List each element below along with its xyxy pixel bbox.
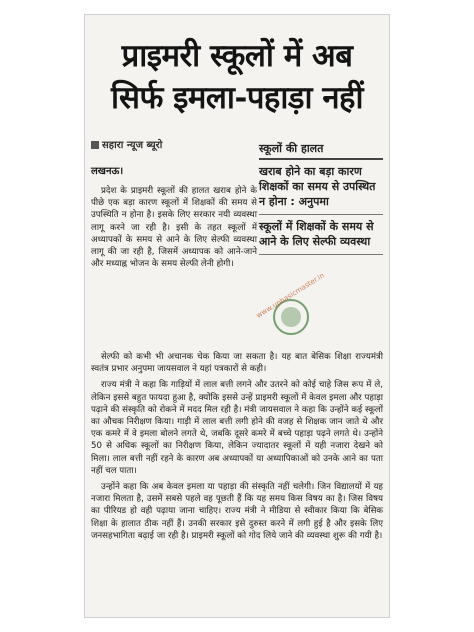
sidebar-item: खराब होने का बड़ा कारण शिक्षकों का समय से उपस्थित न होना : अनुपमा bbox=[259, 160, 383, 215]
headline-line-1: प्राइमरी स्कूलों में अब bbox=[121, 38, 353, 74]
paragraph: राज्य मंत्री ने कहा कि गाड़ियों में लाल बत्ती लगने और उतरने को कोई चाहे जिस रूप में ले, लेकिन इससे बहुत फायदा हुआ है, क्योंकि इससे उन्हें प्राइमरी स्कूलों में केवल इमला और पहाड़ा पढ़ाने की संस्कृति को रोकने में मदद मिल रही है। मंत्री जायसवाल ने कहा कि उन्होंने कई स्कूलों का औचक निरीक्षण किया। गाड़ी में लाल बत्ती लगी होने की वजह से शिक्षक जान जाते थे और एक कमरे में वे इमला बोलने लगते थे, जबकि दूसरे कमरे में बच्चे पहाड़ा पढ़ने लगते थे। उन्होंने 50 से अधिक स्कूलों का निरीक्षण किया, लेकिन ज्यादातर स्कूलों में यही नजारा देखने को मिला। लाल बत्ती नहीं रहने के कारण अब अध्यापकों या अध्यापिकाओं को उनके आने का पता नहीं चल पाता। bbox=[91, 380, 383, 476]
dateline: लखनऊ। bbox=[91, 166, 124, 177]
paragraph: सेल्फी को कभी भी अचानक चेक किया जा सकता है। यह बात बेसिक शिक्षा राज्यमंत्री स्वतंत्र प्रभार अनुपमा जायसवाल ने यहां पत्रकारों से कही। bbox=[91, 352, 383, 375]
paragraph: उन्होंने कहा कि अब केवल इमला या पहाड़ा की संस्कृति नहीं चलेगी। जिन विद्यालयों में यह नजारा मिलता है, उसमें सबसे पहले वह पूछती हैं कि यह समय किस विषय का है। जिस विषय का पीरियड हो वही पढ़ाया जाना चाहिए। राज्य मंत्री ने मीडिया से स्वीकार किया कि बेसिक शिक्षा के हालात ठीक नहीं हैं। उनकी सरकार इसे दुरुस्त करने में लगी हुई है और इसके लिए जनसहभागिता बढ़ाई जा रही है। प्राइमरी स्कूलों को गोद लिये जाने की व्यवस्था शुरू की गयी है। bbox=[91, 482, 383, 541]
left-column-text bbox=[91, 185, 257, 273]
sidebar-title: स्कूलों की हालत bbox=[259, 141, 383, 160]
body-text bbox=[91, 351, 383, 546]
newspaper-clipping bbox=[84, 14, 390, 618]
byline-text: सहारा न्यूज ब्यूरो bbox=[102, 140, 163, 151]
headline-line-2: सिर्फ इमला-पहाड़ा नहीं bbox=[110, 80, 364, 116]
sidebar-box bbox=[259, 141, 383, 255]
sidebar-item: स्कूलों में शिक्षकों के समय से आने के लिए सेल्फी व्यवस्था bbox=[259, 215, 383, 255]
watermark: www.upbasicmaster.in bbox=[255, 271, 326, 320]
byline bbox=[91, 137, 162, 151]
byline-square-icon bbox=[91, 141, 99, 149]
paragraph: प्रदेश के प्राइमरी स्कूलों की हालत खराब होने के पीछे एक बड़ा कारण स्कूलों में शिक्षकों की समय से उपस्थिति न होना है। इसके लिए सरकार नयी व्यवस्था लागू करने जा रही है। इसी के तहत स्कूलों में अध्यापकों के समय से आने के लिए सेल्फी व्यवस्था लागू की जा रही है, जिसमें अध्यापक को आने-जाने और मध्याह्न भोजन के समय सेल्फी लेनी होगी। bbox=[91, 186, 257, 270]
